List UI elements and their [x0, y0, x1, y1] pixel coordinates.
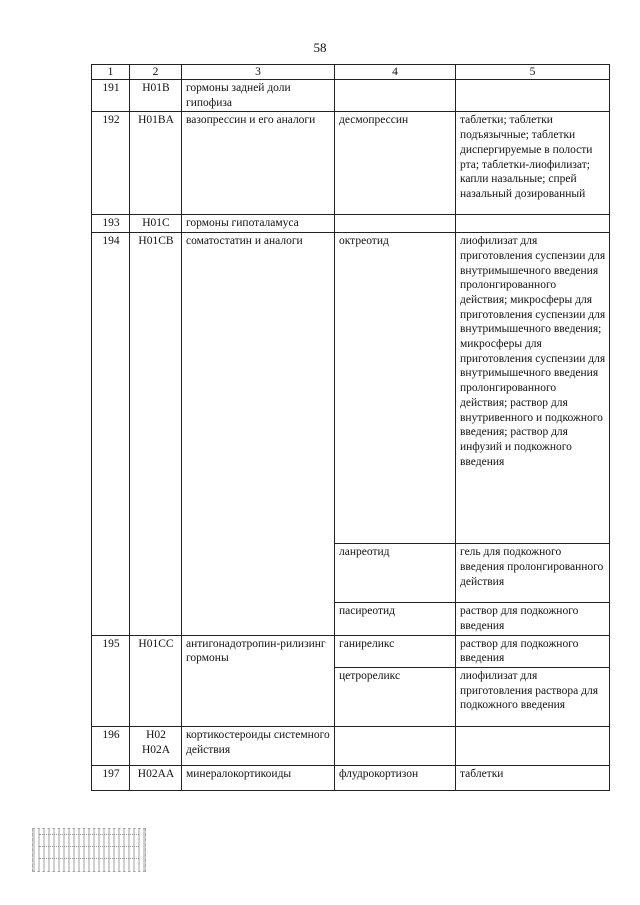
- drug-name: десмопрессин: [335, 112, 456, 215]
- table-row: [92, 233, 610, 544]
- drug-name: октреотид: [335, 233, 456, 544]
- dosage-form: гель для подкожного введения пролонгированного действия: [456, 544, 610, 603]
- dosage-form: таблетки: [456, 765, 610, 790]
- row-number: 193: [92, 215, 130, 233]
- row-number: 196: [92, 726, 130, 765]
- dosage-form: [456, 726, 610, 765]
- drug-name: [335, 215, 456, 233]
- atc-code-line: H02A: [141, 743, 171, 756]
- dosage-form: [456, 215, 610, 233]
- column-header: 5: [456, 65, 610, 80]
- atc-code: [130, 726, 182, 765]
- column-header: 3: [182, 65, 335, 80]
- table-row: [92, 726, 610, 765]
- group-name: минералокортикоиды: [182, 765, 335, 790]
- table-row: [92, 215, 610, 233]
- dosage-form: лиофилизат для приготовления суспензии для внутримышечного введения пролонгированного действия; микросферы для приготовления суспензии для внутримышечного введения; микросферы для приготовления суспензии для внутримышечного введения пролонгированного действия; раствор для внутривенного и подкожного введения; раствор для инфузий и подкожного введения: [456, 233, 610, 544]
- group-name: соматостатин и аналоги: [182, 233, 335, 635]
- table-row: [92, 112, 610, 215]
- atc-code-line: H01C: [142, 217, 170, 230]
- table-row: [92, 635, 610, 667]
- atc-code-line: H01CC: [138, 637, 174, 650]
- atc-code: [130, 635, 182, 726]
- scan-stamp: [32, 828, 146, 872]
- row-number: 197: [92, 765, 130, 790]
- drug-name: пасиреотид: [335, 603, 456, 635]
- drug-name: [335, 726, 456, 765]
- atc-code: [130, 80, 182, 112]
- table-row: [92, 765, 610, 790]
- drug-name: цетрореликс: [335, 667, 456, 726]
- table-header-row: [92, 65, 610, 80]
- atc-code: [130, 233, 182, 635]
- dosage-form: лиофилизат для приготовления раствора для подкожного введения: [456, 667, 610, 726]
- atc-code-line: H01CB: [138, 235, 174, 248]
- page-number: 58: [313, 40, 327, 55]
- group-name: антигонадотропин-рилизинг гормоны: [182, 635, 335, 726]
- row-number: 195: [92, 635, 130, 726]
- drug-name: [335, 80, 456, 112]
- column-header: 4: [335, 65, 456, 80]
- table-row: [92, 80, 610, 112]
- atc-code: [130, 215, 182, 233]
- drug-name: ганиреликс: [335, 635, 456, 667]
- atc-code-line: H02: [146, 728, 166, 741]
- column-header: 2: [130, 65, 182, 80]
- atc-code: [130, 765, 182, 790]
- drug-name: флудрокортизон: [335, 765, 456, 790]
- drug-table: [91, 64, 610, 791]
- row-number: 192: [92, 112, 130, 215]
- group-name: гормоны гипоталамуса: [182, 215, 335, 233]
- column-header: 1: [92, 65, 130, 80]
- atc-code-line: H01B: [142, 82, 170, 94]
- dosage-form: раствор для подкожного введения: [456, 635, 610, 667]
- group-name: кортикостероиды системного действия: [182, 726, 335, 765]
- atc-code: [130, 112, 182, 215]
- group-name: вазопрессин и его аналоги: [182, 112, 335, 215]
- row-number: 191: [92, 80, 130, 112]
- atc-code-line: H01BA: [138, 114, 174, 127]
- group-name: гормоны задней доли гипофиза: [182, 80, 335, 112]
- drug-name: ланреотид: [335, 544, 456, 603]
- dosage-form: таблетки; таблетки подъязычные; таблетки диспергируемые в полости рта; таблетки-лиофилизат; капли назальные; спрей назальный дозированный: [456, 112, 610, 215]
- atc-code-line: H02AA: [137, 767, 175, 780]
- dosage-form: [456, 80, 610, 112]
- dosage-form: раствор для подкожного введения: [456, 603, 610, 635]
- row-number: 194: [92, 233, 130, 635]
